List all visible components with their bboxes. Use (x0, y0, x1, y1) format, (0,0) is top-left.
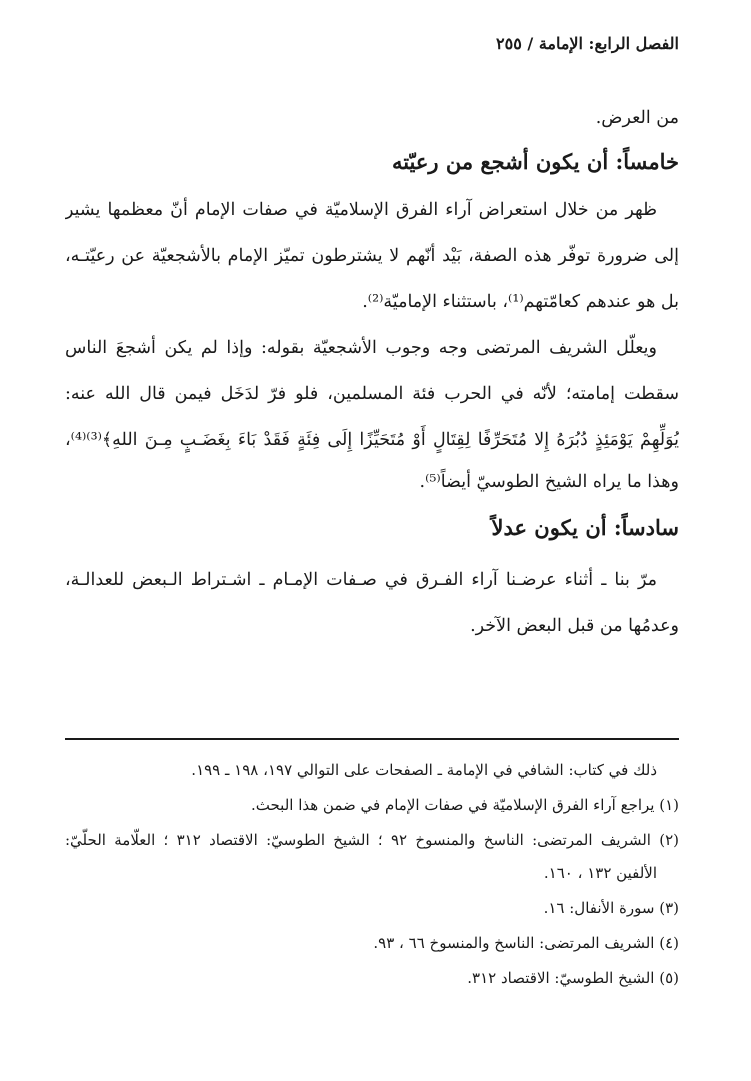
text-line: بل هو عندهم كعامّتهم⁽¹⁾، باستثناء الإماميّة⁽²⁾. (362, 292, 679, 312)
footnote-separator (65, 738, 679, 740)
text-line: سقطت إمامته؛ لأنّه في الحرب فئة المسلمين، فلو فرّ لدَخَل فيمن قال الله عنه: (65, 384, 679, 404)
quran-verse-line: يُوَلِّهِمْ يَوْمَئِذٍ دُبُرَهُ إِلا مُتَحَرِّفًا لِقِتَالٍ أَوْ مُتَحَيِّزًا إِلَى فِئَةٍ فَقَدْ بَاءَ بِغَضَـبٍ مِـنَ اللهِ﴾⁽³⁾⁽⁴⁾، (65, 430, 679, 450)
text-line: وهذا ما يراه الشيخ الطوسيّ أيضاً⁽⁵⁾. (419, 472, 679, 492)
running-header: الفصل الرابع: الإمامة / ٢٥٥ (496, 34, 679, 53)
text-line: مرّ بنا ـ أثناء عرضـنا آراء الفـرق في صـفات الإمـام ـ اشـتراط الـبعض للعدالـة، (65, 570, 657, 590)
footnotes (65, 755, 679, 994)
section-heading-sixth: سادساً: أن يكون عدلاً (491, 515, 679, 540)
footnote-4: (٤) الشريف المرتضى: الناسخ والمنسوخ ٦٦ ، ٩٣. (373, 934, 679, 952)
footnote-2: (٢) الشريف المرتضى: الناسخ والمنسوخ ٩٢ ؛ الشيخ الطوسيّ: الاقتصاد ٣١٢ ؛ العلّامة الحلّيّ: (65, 831, 679, 849)
main-text (65, 98, 679, 646)
text-line: ظهر من خلال استعراض آراء الفرق الإسلاميّة في صفات الإمام أنّ معظمها يشير (65, 200, 657, 220)
text-line: إلى ضرورة توفّر هذه الصفة، بَيْد أنّهم لا يشترطون تميّز الإمام بالأشجعيّة عن رعيّتـه، (65, 246, 679, 266)
footnote-continuation: ذلك في كتاب: الشافي في الإمامة ـ الصفحات على التوالي ١٩٧، ١٩٨ ـ ١٩٩. (191, 761, 657, 779)
text-line: من العرض. (595, 108, 679, 128)
footnote-3: (٣) سورة الأنفال: ١٦. (543, 899, 679, 917)
text-line: وعدمُها من قبل البعض الآخر. (470, 616, 679, 636)
footnote-5: (٥) الشيخ الطوسيّ: الاقتصاد ٣١٢. (467, 969, 679, 987)
section-heading-fifth: خامساً: أن يكون أشجع من رعيّته (391, 149, 679, 174)
text-line: ويعلّل الشريف المرتضى وجه وجوب الأشجعيّة بقوله: وإذا لم يكن أشجعَ الناس (65, 338, 657, 358)
footnote-1: (١) يراجع آراء الفرق الإسلاميّة في صفات الإمام في ضمن هذا البحث. (250, 796, 679, 814)
footnote-2-continued: الألفين ١٣٢ ، ١٦٠. (543, 864, 657, 882)
